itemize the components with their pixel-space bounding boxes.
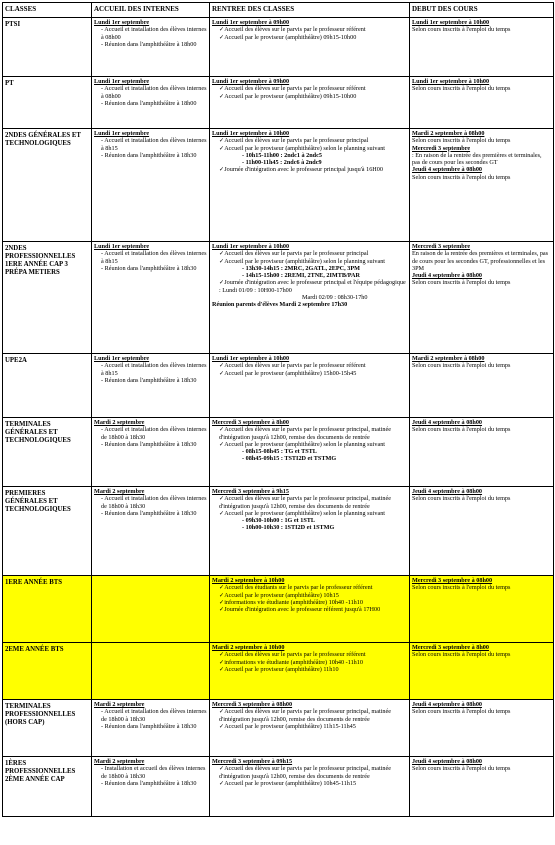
accueil-line: - Accueil et installation des élèves internes à 08h00: [101, 26, 207, 41]
debut-text: Selon cours inscrits à l'emploi du temps: [412, 137, 511, 145]
rentree-extra: ✓ Journée d'intégration avec le professeur principal jusqu'à 16H00: [212, 166, 407, 173]
debut-date: Jeudi 4 septembre à 08h00: [412, 488, 483, 495]
accueil-line: - Réunion dans l'amphithéâtre à 18h30: [101, 376, 197, 384]
rentree-date: Mercredi 3 septembre à 8h00: [212, 419, 289, 426]
debut-text: Selon cours inscrits à l'emploi du temps: [412, 173, 511, 181]
header-debut: DEBUT DES COURS: [410, 3, 554, 18]
rentree-date: Lundi 1er septembre à 09h00: [212, 78, 290, 85]
accueil-line: - Accueil et installation des élèves internes à 8h15: [101, 362, 207, 377]
debut-date: Mercredi 3 septembre à 8h00: [412, 644, 489, 651]
accueil-cell: [92, 576, 210, 643]
rentree-session: - 11h00-11h45 : 2ndc6 à 2ndc9: [242, 159, 322, 167]
accueil-cell: [92, 242, 210, 354]
rentree-check-item: ✓ Accueil des élèves sur le parvis par le professeur principal, matinée d'intégration jusqu'à 12h00, remise des documents de rentrée: [212, 765, 407, 780]
debut-date: Jeudi 4 septembre à 08h00: [412, 272, 483, 280]
accueil-date: Mardi 2 septembre: [94, 701, 145, 708]
rentree-check-item: ✓ informations vie étudiante (amphithéâtre) 10h40 -11h10: [212, 659, 407, 666]
accueil-cell: [92, 129, 210, 242]
rentree-check-item: ✓ Accueil par le proviseur (amphithéâtre) 09h15-10h00: [212, 34, 407, 41]
accueil-date: Lundi 1er septembre: [94, 19, 150, 26]
table-row: [3, 576, 554, 643]
rentree-check-item: ✓ Accueil par le proviseur (amphithéâtre) selon le planning suivant: [212, 258, 407, 265]
rentree-check-item: ✓ Accueil des élèves sur le parvis par le professeur référent: [212, 26, 407, 33]
rentree-check-item: ✓ Accueil des élèves sur le parvis par le professeur référent: [212, 85, 407, 92]
accueil-cell: [92, 643, 210, 700]
debut-cell: [410, 354, 554, 418]
rentree-check-item: ✓ Accueil des étudiants sur le parvis par le professeur référent: [212, 584, 407, 591]
accueil-line: - Accueil et installation des élèves internes à 8h15: [101, 250, 207, 265]
accueil-cell: [92, 757, 210, 817]
accueil-cell: [92, 354, 210, 418]
debut-text: Selon cours inscrits à l'emploi du temps: [412, 279, 511, 287]
rentree-date: Mardi 2 septembre à 10h00: [212, 644, 285, 651]
debut-date: Lundi 1er septembre à 10h00: [412, 78, 490, 85]
rentree-session: - 09h30-10h00 : 1G et 1STL: [242, 517, 316, 525]
rentree-check-item: ✓ Accueil par le proviseur (amphithéâtre) selon le planning suivant: [212, 510, 407, 517]
debut-text: : En raison de la rentrée des premières et terminales, pas de cours pour les secondes GT: [412, 151, 542, 167]
rentree-extra: ✓ Journée d'intégration avec le professeur principal et l'équipe pédagogique : Lundi 01/09 : 10H00-17h00: [212, 279, 407, 294]
rentree-date: Lundi 1er septembre à 10h00: [212, 243, 290, 250]
rentree-check-item: ✓ Accueil des élèves sur le parvis par le professeur principal, matinée d'intégration jusqu'à 12h00, remise des documents de rentrée: [212, 708, 407, 723]
accueil-line: - Installation et accueil des élèves internes de 18h00 à 18h30: [101, 765, 206, 780]
debut-cell: [410, 418, 554, 487]
rentree-cell: [210, 242, 410, 354]
debut-text: Selon cours inscrits à l'emploi du temps: [412, 26, 511, 34]
rentree-date: Lundi 1er septembre à 10h00: [212, 130, 290, 137]
rentree-check-item: ✓ Accueil des élèves sur le parvis par le professeur principal: [212, 137, 407, 144]
rentree-check-item: ✓ Accueil par le proviseur (amphithéâtre) 11h10: [212, 666, 407, 673]
schedule-table: [2, 2, 554, 817]
table-row: [3, 487, 554, 576]
rentree-cell: [210, 700, 410, 757]
header-row: [3, 3, 554, 18]
class-name-cell: UPE2A: [3, 354, 92, 418]
rentree-check-item: ✓ Journée d'intégration avec le professeur référent jusqu'à 17H00: [212, 606, 407, 613]
accueil-date: Lundi 1er septembre: [94, 130, 150, 137]
rentree-cell: [210, 77, 410, 129]
rentree-cell: [210, 487, 410, 576]
accueil-line: - Réunion dans l'amphithéâtre à 18h30: [101, 779, 197, 787]
debut-cell: [410, 77, 554, 129]
rentree-check-item: ✓ Accueil par le proviseur (amphithéâtre) selon le planning suivant: [212, 441, 407, 448]
accueil-cell: [92, 18, 210, 77]
rentree-session: - 14h15-15h00 : 2REMI, 2TNE, 2IMTB/PAR: [242, 272, 360, 280]
rentree-check-item: ✓ Accueil des élèves sur le parvis par le professeur référent: [212, 651, 407, 658]
class-name-cell: 1ERE ANNÉE BTS: [3, 576, 92, 643]
debut-cell: [410, 242, 554, 354]
rentree-cell: [210, 354, 410, 418]
rentree-date: Mercredi 3 septembre à 9h15: [212, 488, 289, 495]
rentree-date: Lundi 1er septembre à 10h00: [212, 355, 290, 362]
rentree-check-item: ✓ Accueil par le proviseur (amphithéâtre) 10h45-11h15: [212, 780, 407, 787]
accueil-line: - Accueil et installation des élèves internes de 18h00 à 18h30: [101, 708, 207, 723]
accueil-line: - Réunion dans l'amphithéâtre à 18h00: [101, 40, 197, 48]
class-name-cell: PTSI: [3, 18, 92, 77]
rentree-check-item: ✓ Accueil par le proviseur (amphithéâtre) 11h15-11h45: [212, 723, 407, 730]
debut-date: Mardi 2 septembre à 08h00: [412, 355, 485, 362]
debut-date: Jeudi 4 septembre à 08h00: [412, 419, 483, 426]
debut-text: En raison de la rentrée des premières et terminales, pas de cours pour les secondes GT, professionnelles et les 3PM: [412, 250, 549, 272]
debut-text: Selon cours inscrits à l'emploi du temps: [412, 85, 511, 93]
rentree-check-item: ✓ Accueil des élèves sur le parvis par le professeur référent: [212, 362, 407, 369]
rentree-check-item: ✓ Accueil par le proviseur (amphithéâtre) 10h15: [212, 592, 407, 599]
table-row: [3, 129, 554, 242]
accueil-cell: [92, 700, 210, 757]
debut-cell: [410, 487, 554, 576]
table-row: [3, 418, 554, 487]
debut-text: Selon cours inscrits à l'emploi du temps: [412, 708, 511, 716]
rentree-cell: [210, 129, 410, 242]
rentree-check-item: ✓ Accueil des élèves sur le parvis par le professeur principal, matinée d'intégration jusqu'à 12h00, remise des documents de rentrée: [212, 495, 407, 510]
rentree-check-item: ✓ Accueil des élèves sur le parvis par le professeur principal, matinée d'intégration jusqu'à 12h00, remise des documents de rentrée: [212, 426, 407, 441]
accueil-cell: [92, 77, 210, 129]
rentree-date: Mardi 2 septembre à 10h00: [212, 577, 285, 584]
accueil-line: - Accueil et installation des élèves internes à 08h00: [101, 85, 207, 100]
rentree-check-item: ✓ informations vie étudiante (amphithéâtre) 10h40 -11h10: [212, 599, 407, 606]
accueil-line: - Réunion dans l'amphithéâtre à 18h30: [101, 509, 197, 517]
class-name-cell: 2NDES GÉNÉRALES ET TECHNOLOGIQUES: [3, 129, 92, 242]
rentree-extra2: Mardi 02/09 : 08h30-17h0: [302, 294, 368, 302]
accueil-date: Mardi 2 septembre: [94, 419, 145, 426]
class-name-cell: TERMINALES GÉNÉRALES ET TECHNOLOGIQUES: [3, 418, 92, 487]
table-row: [3, 242, 554, 354]
accueil-date: Mardi 2 septembre: [94, 758, 145, 765]
accueil-line: - Réunion dans l'amphithéâtre à 18h00: [101, 99, 197, 107]
debut-text: Selon cours inscrits à l'emploi du temps: [412, 362, 511, 370]
debut-date: Jeudi 4 septembre à 08h00: [412, 701, 483, 708]
rentree-check-item: ✓ Accueil par le proviseur (amphithéâtre) selon le planning suivant: [212, 145, 407, 152]
table-row: [3, 757, 554, 817]
debut-date: Mercredi 3 septembre à 08h00: [412, 577, 493, 584]
table-row: [3, 700, 554, 757]
rentree-check-item: ✓ Accueil par le proviseur (amphithéâtre) 09h15-10h00: [212, 93, 407, 100]
class-name-cell: PT: [3, 77, 92, 129]
accueil-date: Lundi 1er septembre: [94, 355, 150, 362]
debut-cell: [410, 700, 554, 757]
accueil-cell: [92, 487, 210, 576]
debut-text: Selon cours inscrits à l'emploi du temps: [412, 426, 511, 434]
debut-date: Lundi 1er septembre à 10h00: [412, 19, 490, 26]
accueil-line: - Accueil et installation des élèves internes de 18h00 à 18h30: [101, 495, 207, 510]
rentree-cell: [210, 418, 410, 487]
accueil-line: - Réunion dans l'amphithéâtre à 18h30: [101, 151, 197, 159]
accueil-cell: [92, 418, 210, 487]
rentree-meeting: Réunion parents d'élèves Mardi 2 septembre 17h30: [212, 301, 348, 309]
table-row: [3, 354, 554, 418]
debut-text: Selon cours inscrits à l'emploi du temps: [412, 651, 511, 659]
accueil-date: Mardi 2 septembre: [94, 488, 145, 495]
debut-cell: [410, 643, 554, 700]
debut-date: Mardi 2 septembre à 08h00: [412, 130, 485, 137]
table-row: [3, 77, 554, 129]
table-row: [3, 18, 554, 77]
debut-text: Selon cours inscrits à l'emploi du temps: [412, 765, 511, 773]
accueil-line: - Réunion dans l'amphithéâtre à 18h30: [101, 722, 197, 730]
debut-text: Selon cours inscrits à l'emploi du temps: [412, 495, 511, 503]
rentree-cell: [210, 643, 410, 700]
header-accueil: ACCUEIL DES INTERNES: [92, 3, 210, 18]
header-rentree: RENTREE DES CLASSES: [210, 3, 410, 18]
debut-date: Jeudi 4 septembre à 08h00: [412, 758, 483, 765]
accueil-date: Lundi 1er septembre: [94, 243, 150, 250]
class-name-cell: 1ÈRES PROFESSIONNELLES 2ÈME ANNÉE CAP: [3, 757, 92, 817]
accueil-line: - Accueil et installation des élèves internes de 18h00 à 18h30: [101, 426, 207, 441]
accueil-date: Lundi 1er septembre: [94, 78, 150, 85]
rentree-date: Mercredi 3 septembre à 08h00: [212, 701, 293, 708]
rentree-cell: [210, 18, 410, 77]
rentree-cell: [210, 757, 410, 817]
class-name-cell: TERMINALES PROFESSIONNELLES (HORS CAP): [3, 700, 92, 757]
debut-cell: [410, 576, 554, 643]
debut-date: Mercredi 3 septembre: [412, 144, 471, 152]
debut-cell: [410, 18, 554, 77]
rentree-session: - 08h45-09h15 : TSTI2D et TSTMG: [242, 455, 337, 463]
class-name-cell: 2NDES PROFESSIONNELLES 1ERE ANNÉE CAP 3 PRÉPA METIERS: [3, 242, 92, 354]
rentree-date: Mercredi 3 septembre à 09h15: [212, 758, 293, 765]
table-row: [3, 643, 554, 700]
rentree-session: - 10h15-11h00 : 2ndc1 à 2ndc5: [242, 151, 322, 159]
rentree-session: - 08h15-08h45 : TG et TSTL: [242, 448, 317, 456]
rentree-session: - 13h30-14h15 : 2MRC, 2GATL, 2EPC, 3PM: [242, 264, 360, 272]
rentree-session: - 10h00-10h30 : 1STI2D et 1STMG: [242, 524, 335, 532]
rentree-cell: [210, 576, 410, 643]
debut-date: Mercredi 3 septembre: [412, 243, 471, 250]
header-classes: CLASSES: [3, 3, 92, 18]
debut-text: Selon cours inscrits à l'emploi du temps: [412, 584, 511, 592]
accueil-line: - Réunion dans l'amphithéâtre à 18h30: [101, 264, 197, 272]
debut-cell: [410, 757, 554, 817]
accueil-line: - Accueil et installation des élèves internes à 8h15: [101, 137, 207, 152]
debut-cell: [410, 129, 554, 242]
class-name-cell: PREMIERES GÉNÉRALES ET TECHNOLOGIQUES: [3, 487, 92, 576]
debut-date: Jeudi 4 septembre à 08h00: [412, 166, 483, 174]
rentree-check-item: ✓ Accueil des élèves sur le parvis par le professeur principal: [212, 250, 407, 257]
rentree-date: Lundi 1er septembre à 09h00: [212, 19, 290, 26]
class-name-cell: 2EME ANNÉE BTS: [3, 643, 92, 700]
accueil-line: - Réunion dans l'amphithéâtre à 18h30: [101, 440, 197, 448]
rentree-check-item: ✓ Accueil par le proviseur (amphithéâtre) 15h00-15h45: [212, 370, 407, 377]
